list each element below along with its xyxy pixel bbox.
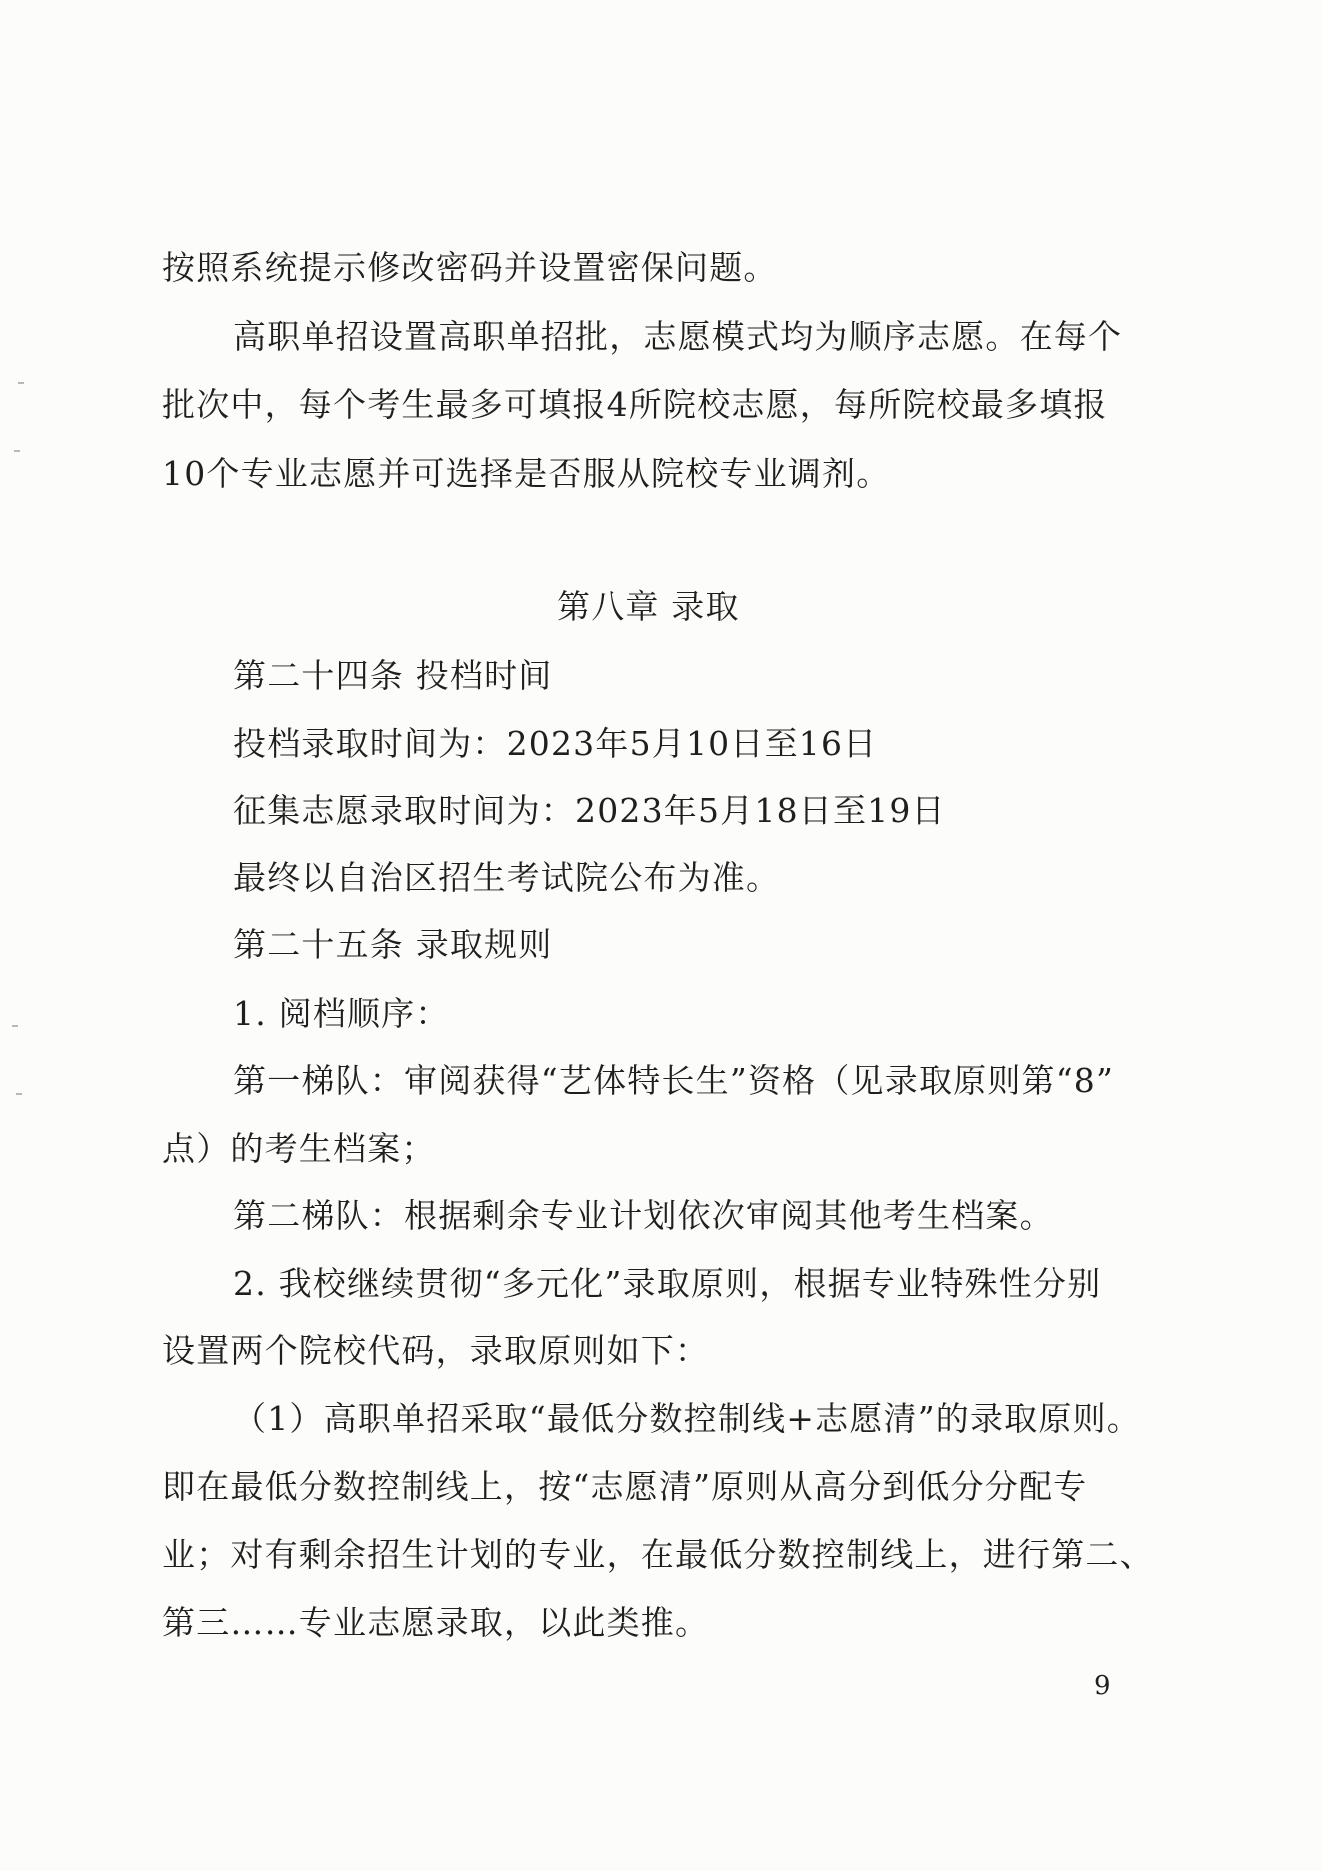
paragraph-line: 最终以自治区招生考试院公布为准。 [233, 858, 781, 897]
paragraph-line: 即在最低分数控制线上，按“志愿清”原则从高分到低分分配专 [162, 1467, 1088, 1506]
scan-speck [12, 1025, 18, 1027]
paragraph-line: 按照系统提示修改密码并设置密保问题。 [162, 248, 778, 287]
paragraph-line: 2. 我校继续贯彻“多元化”录取原则，根据专业特殊性分别 [233, 1264, 1102, 1303]
paragraph-line: 第二梯队：根据剩余专业计划依次审阅其他考生档案。 [233, 1196, 1054, 1235]
paragraph-line: 高职单招设置高职单招批，志愿模式均为顺序志愿。在每个 [233, 317, 1123, 356]
scan-speck [14, 450, 20, 452]
paragraph-line: 10个专业志愿并可选择是否服从院校专业调剂。 [162, 454, 891, 493]
paragraph-line: 第三……专业志愿录取，以此类推。 [162, 1603, 710, 1642]
paragraph-line: 投档录取时间为：2023年5月10日至16日 [233, 724, 878, 763]
paragraph-line: 点）的考生档案； [162, 1129, 436, 1168]
paragraph-line: 业；对有剩余招生计划的专业，在最低分数控制线上，进行第二、 [162, 1535, 1154, 1574]
scan-speck [16, 1093, 22, 1095]
paragraph-line: 第一梯队：审阅获得“艺体特长生”资格（见录取原则第“8” [233, 1061, 1115, 1100]
paragraph-line: （1）高职单招采取“最低分数控制线+志愿清”的录取原则。 [233, 1399, 1141, 1438]
paragraph-line: 1. 阅档顺序： [233, 994, 450, 1033]
paragraph-line: 征集志愿录取时间为：2023年5月18日至19日 [233, 791, 946, 830]
chapter-title: 第八章 录取 [557, 587, 740, 626]
paragraph-line: 批次中，每个考生最多可填报4所院校志愿，每所院校最多填报 [162, 385, 1108, 424]
paragraph-line: 设置两个院校代码，录取原则如下： [162, 1331, 710, 1370]
page-number: 9 [1094, 1671, 1111, 1701]
scan-speck [18, 382, 24, 384]
article-title: 第二十四条 投档时间 [233, 656, 553, 695]
article-title: 第二十五条 录取规则 [233, 925, 553, 964]
